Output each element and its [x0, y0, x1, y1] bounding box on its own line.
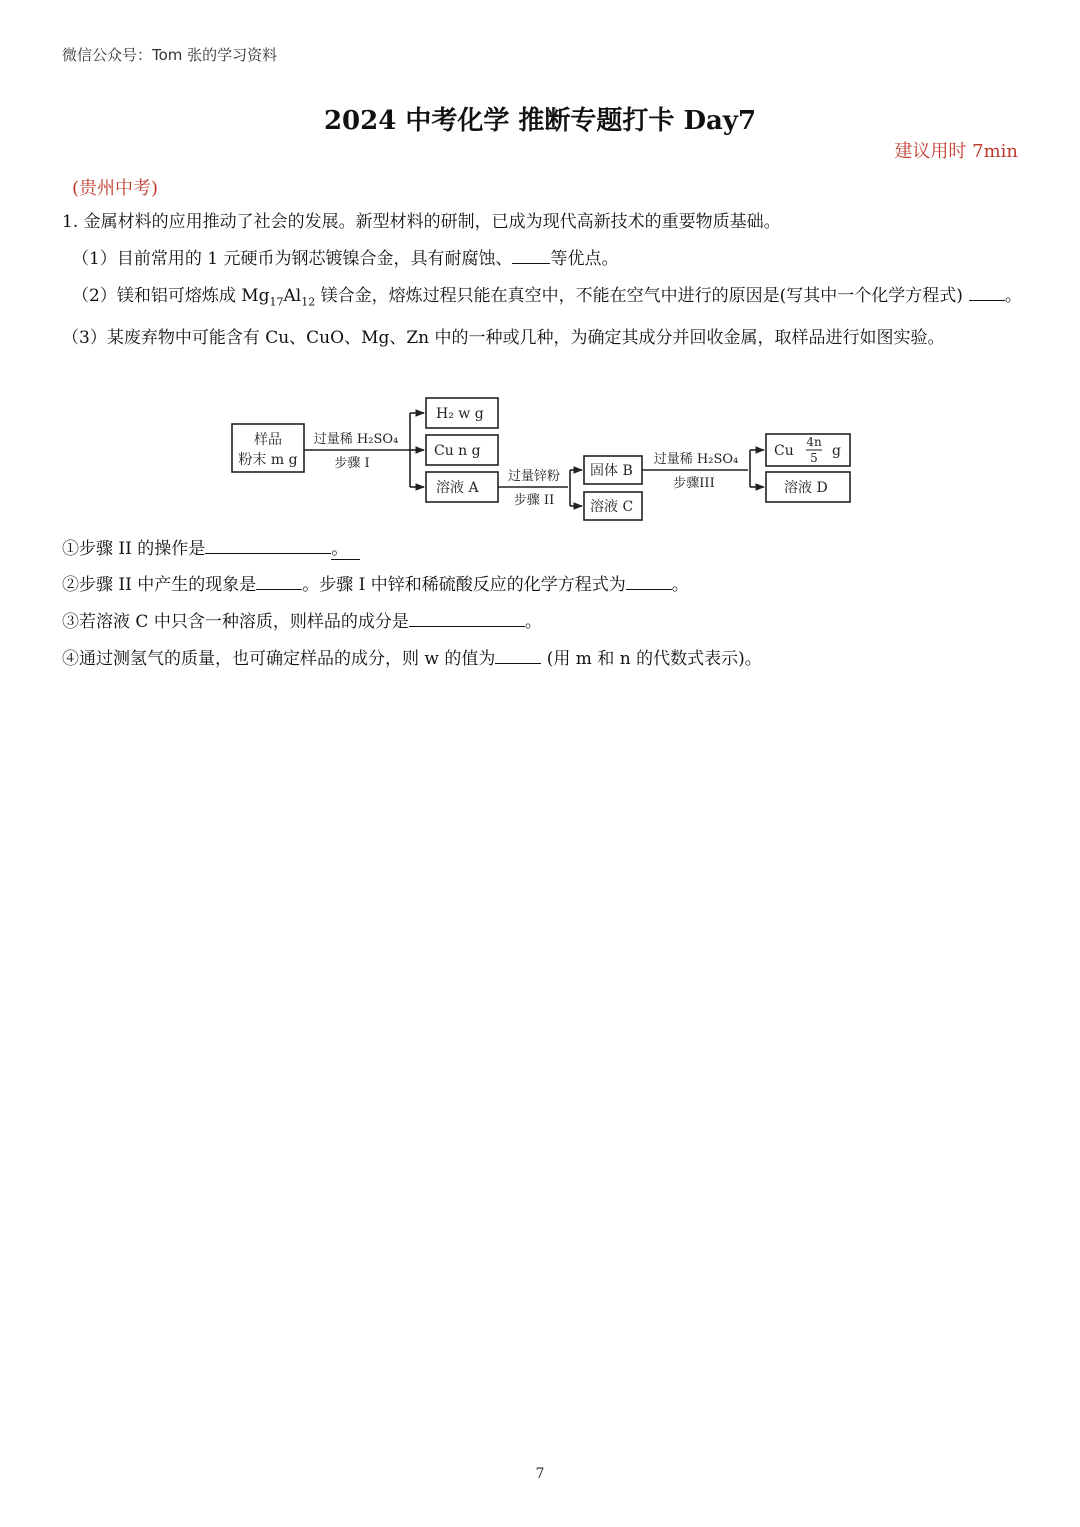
sample-label-1: 样品 — [254, 432, 282, 448]
question-intro: 1. 金属材料的应用推动了社会的发展。新型材料的研制，已成为现代高新技术的重要物质基础。 — [62, 212, 781, 232]
step2-reagent: 过量锌粉 — [507, 469, 561, 484]
page-title: 2024 中考化学 推断专题打卡 Day7 — [323, 106, 757, 136]
solution-d-label: 溶液 D — [784, 480, 828, 496]
page-number: 7 — [535, 1466, 545, 1482]
answer-blank — [495, 645, 541, 664]
cu2-unit: g — [832, 443, 841, 459]
sq2-text-a: ②步骤 II 中产生的现象是 — [62, 575, 257, 595]
time-hint: 建议用时 7min — [894, 141, 1018, 162]
answer-blank — [205, 535, 331, 554]
sq4-text-a: ④通过测氢气的质量，也可确定样品的成分，则 w 的值为 — [62, 649, 496, 669]
h2-label: H₂ w g — [436, 406, 484, 422]
sq3-text-b: 。 — [524, 612, 542, 632]
solution-c-label: 溶液 C — [590, 499, 634, 515]
answer-blank — [409, 608, 525, 627]
sq4-text-b: (用 m 和 n 的代数式表示)。 — [541, 649, 762, 669]
part1-text-a: （1）目前常用的 1 元硬币为钢芯镀镍合金，具有耐腐蚀、 — [72, 249, 513, 269]
part2-text-c: 。（3）某废弃物中可能含有 Cu、CuO、Mg、Zn 中的一种或几种，为确定其成分并回收金属，取样品进行如图实验。 — [62, 286, 1022, 349]
step2-label: 步骤 II — [513, 493, 555, 508]
part2-al: Al — [283, 286, 302, 306]
sample-label-2: 粉末 m g — [238, 452, 298, 468]
part2-subscript-17: 17 — [269, 295, 284, 309]
answer-blank — [626, 571, 672, 590]
cu2-prefix: Cu — [774, 443, 794, 459]
question-source: (贵州中考) — [72, 178, 159, 199]
answer-blank — [256, 571, 302, 590]
sq2-text-b: 。步骤 I 中锌和稀硫酸反应的化学方程式为 — [302, 575, 626, 595]
header-note: 微信公众号：Tom 张的学习资料 — [62, 46, 278, 64]
sq1-text-a: ①步骤 II 的操作是 — [62, 539, 206, 559]
solid-b-label: 固体 B — [590, 463, 633, 479]
answer-blank — [512, 245, 550, 264]
solution-a-label: 溶液 A — [436, 480, 479, 496]
sq2-text-c: 。 — [671, 575, 689, 595]
sq1-text-b: 。 — [331, 539, 360, 560]
cu2-numerator: 4n — [806, 435, 822, 449]
step3-reagent: 过量稀 H₂SO₄ — [653, 452, 739, 467]
answer-blank — [969, 282, 1005, 301]
question-part1 — [72, 241, 618, 278]
step1-label: 步骤 I — [334, 456, 370, 471]
sq3-text-a: ③若溶液 C 中只含一种溶质，则样品的成分是 — [62, 612, 409, 632]
step1-reagent: 过量稀 H₂SO₄ — [313, 432, 399, 447]
subquestion-3 — [62, 607, 542, 637]
part1-text-b: 等优点。 — [550, 249, 619, 269]
question-part2 — [62, 278, 1022, 357]
step3-label: 步骤III — [673, 476, 715, 491]
subquestion-2 — [62, 570, 689, 600]
part2-subscript-12: 12 — [301, 295, 316, 309]
cu2-denominator: 5 — [810, 451, 818, 465]
subquestion-1 — [62, 534, 360, 564]
cu-label: Cu n g — [434, 443, 481, 459]
subquestion-4 — [62, 644, 762, 674]
part2-text-b: 镁合金，熔炼过程只能在真空中，不能在空气中进行的原因是(写其中一个化学方程式) — [315, 286, 963, 306]
part2-text-a: （2）镁和铝可熔炼成 Mg — [72, 286, 270, 306]
experiment-flow-diagram — [228, 394, 868, 528]
